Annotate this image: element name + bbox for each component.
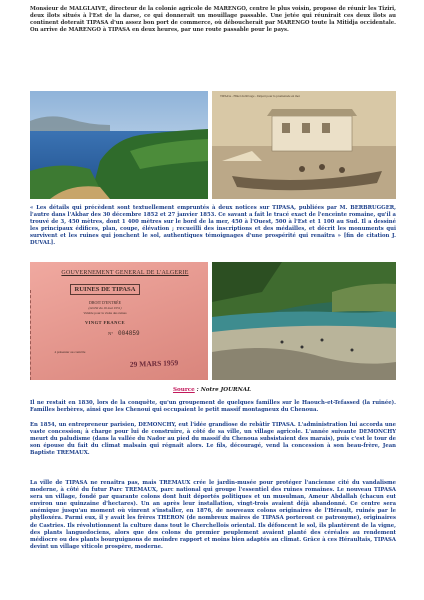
ticket-title: RUINES DE TIPASA bbox=[70, 284, 140, 295]
ticket-number: 004859 bbox=[118, 330, 140, 337]
conquest-paragraph: Il ne restait en 1830, lors de la conquête, qu'un groupement de quelques familles sur le Haouch-et-Tefassed (la ruinée). Familles berbères, ainsi que les Chenoui qui occupaient le petit massif montagneux du Chenoua. bbox=[30, 400, 396, 414]
intro-paragraph: Monsieur de MALGLAIVE, directeur de la colonie agricole de MARENGO, centre le plus voisin, propose de réunir les Tiziri, deux îlots situés à l'Est de la darse, ce qui donnerait un mouillage passable. Une jetée qui réunirait ces deux îlots au continent doterait TIPASA d'un assez bon port de commerce, où déboucherait par MARENGO toute la Mitidja occidentale. On arrive de MARENGO à TIPASA en deux heures, par une route passable pour le pays. bbox=[30, 6, 396, 34]
ticket-price: VINGT FRANCE bbox=[84, 320, 126, 325]
caption-source-label: Source bbox=[172, 387, 195, 393]
entrance-ticket bbox=[30, 262, 208, 380]
coastline-photo bbox=[30, 91, 208, 199]
ticket-date-stamp: 29 MARS 1959 bbox=[129, 358, 179, 369]
tremaux-paragraph: La ville de TIPASA ne renaîtra pas, mais TREMAUX crée le jardin-musée pour protéger l'ancienne cité du vandalisme moderne, à côté du futur Parc TREMAUX, parc national qui groupe l'essentiel des ruines romaines. Le nouveau TIPASA sera un village, fondé par quarante colons dont huit déportés politiques et un musulman, Ameur Abdallah (chacun eut environ une quinzaine d'hectares). Un an après leur installation, vingt-trois avaient déjà abandonné. Ce centre sera anémique jusqu'au moment où vinrent s'installer, en 1876, de nouveaux colons originaires de l'Hérault, ruinés par le phylloxéra. Parmi eux, il y avait les frères THERON (de nombreux maires de TIPASA porteront ce patronyme), originaires de Castries. Ils révolutionnent la culture dans tout le Cherchellois oriental. Ils défoncent le sol, ils plantèrent de la vigne, des plants languedociens, alors que des colons du premier peuplement avaient planté des céréales au rendement médiocre ou des plants bourguignons de moindre rapport et moins bien adaptés au climat. Grâce à ces Héraultais, TIPASA devint un village viticole prospère, moderne. bbox=[30, 480, 396, 550]
ticket-number-label: N° bbox=[108, 331, 114, 336]
ticket-stub-text: à présenter au contrôle bbox=[54, 350, 86, 354]
ticket-sub3: Valable pour la visite des ruines bbox=[83, 311, 127, 315]
postcard-photo bbox=[212, 91, 396, 199]
demonchy-paragraph: En 1854, un entrepreneur parisien, DEMONCHY, eut l'idée grandiose de rebâtir TIPASA. L'administration lui accorda une vaste concession; à charge pour lui de construire, à côté de sa ville, un village agricole. L'année suivante DEMONCHY meurt du paludisme (dans la vallée du Nador au pied du massif du Chenoua subsistaient des marais), puis c'est le tour de son épouse du fait du climat malsain qui régnait alors. Le fils, découragé, vend la concession à son beau-frère, Jean Baptiste TREMAUX. bbox=[30, 422, 396, 457]
postcard-caption: TIPAZA - Hôtel du Rivage - Départ pour la promenade en mer bbox=[220, 94, 300, 98]
image-caption bbox=[0, 387, 424, 393]
ticket-header: GOUVERNEMENT GENERAL DE L'ALGERIE bbox=[61, 270, 189, 276]
quote-paragraph: « Les détails qui précèdent sont textuellement empruntés à deux notices sur TIPASA, publiées par M. BERBRUGGER, l'autre dans l'Akbar des 30 décembre 1852 et 27 janvier 1853. Ce savant a fait le tracé exact de l'enceinte romaine, qu'il a trouvé de 3, 450 mètres, dont 1 400 mètres sur le bord de la mer, 450 à l'Ouest, 500 à l'Est et 1 100 au Sud. Il a dessiné les principaux édifices, plan, coupe, élévation ; recueilli des inscriptions et des médailles, et décrit les monuments qui survivent et les ruines qui jonchent le sol, authentiques témoignages d'une prospérité qui renaîtra » [fin de citation J. DUVAL]. bbox=[30, 205, 396, 247]
ticket-sub2: (Arrêté du 16 mai 1951) bbox=[88, 306, 122, 310]
caption-text: : Notre JOURNAL bbox=[194, 387, 252, 393]
beach-photo bbox=[212, 262, 396, 380]
ticket-sub1: DROIT D'ENTRÉE bbox=[88, 300, 122, 305]
